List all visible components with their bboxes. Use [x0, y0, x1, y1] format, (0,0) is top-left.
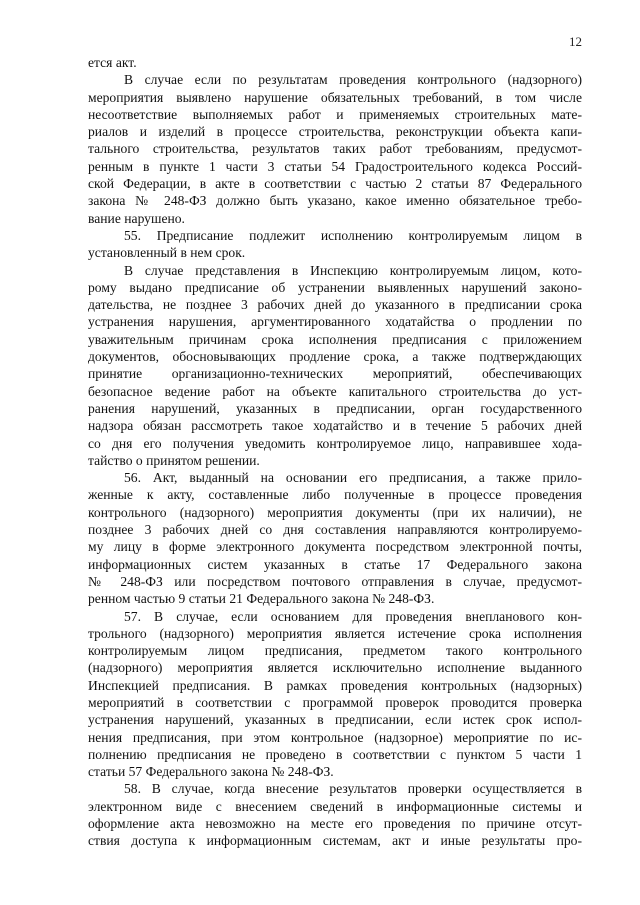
text-line: позднее 3 рабочих дней со дня составления направляются контролируемо-: [88, 522, 582, 538]
text-line: Инспекцией предписания. В рамках проведения контрольных (надзорных): [88, 677, 582, 693]
text-line: тайство о принятом решении.: [88, 452, 260, 468]
text-line: ранения нарушений, указанных в предписании, орган государственного: [88, 400, 582, 416]
text-line: му лицу в форме электронного документа посредством электронной почты,: [88, 539, 582, 555]
text-line: тального строительства, результатов таких работ требованиям, предусмот-: [88, 141, 582, 157]
text-line: полнению предписания не проведено в соответствии с пунктом 5 части 1: [88, 746, 582, 762]
text-line: трольного (надзорного) мероприятия является истечение срока исполнения: [88, 625, 582, 641]
text-line: со дня его получения уведомить контролируемое лицо, направившее хода-: [88, 435, 582, 451]
text-line: оформление акта невозможно на месте его проведения по причине отсут-: [88, 816, 582, 832]
text-line: информационных систем указанных в статье 17 Федерального закона: [88, 556, 582, 572]
text-line: электронном виде с внесением сведений в информационные системы и: [88, 798, 582, 814]
text-line: уважительным причинам срока исполнения предписания с приложением: [88, 331, 582, 347]
text-line: контрольного (надзорного) мероприятия документы (при их наличии), не: [88, 504, 582, 520]
text-line: 57. В случае, если основанием для проведения внепланового кон-: [124, 608, 582, 624]
text-line: устранения нарушения, аргументированного ходатайства о продлении по: [88, 314, 582, 330]
text-line: ренным в пункте 1 части 3 статьи 54 Градостроительного кодекса Россий-: [88, 158, 582, 174]
text-line: дательства, не позднее 3 рабочих дней до указанного в предписании срока: [88, 297, 582, 313]
text-line: закона № 248-ФЗ должно быть указано, какое именно обязательное требо-: [88, 193, 582, 209]
text-line: ской Федерации, в акте в соответствии с частью 2 статьи 87 Федерального: [88, 176, 582, 192]
text-line: принятие организационно-технических мероприятий, обеспечивающих: [88, 366, 582, 382]
text-line: 55. Предписание подлежит исполнению контролируемым лицом в: [124, 227, 582, 243]
text-line: нения предписания, при этом контрольное (надзорное) мероприятие по ис-: [88, 729, 582, 745]
text-line: 56. Акт, выданный на основании его предписания, а также прило-: [124, 470, 582, 486]
text-line: ренном частью 9 статьи 21 Федерального закона № 248-ФЗ.: [88, 591, 435, 607]
text-line: В случае если по результатам проведения контрольного (надзорного): [124, 72, 582, 88]
page-number: 12: [569, 34, 582, 49]
text-line: несоответствие выполняемых работ и применяемых строительных мате-: [88, 106, 582, 122]
text-line: рому выдано предписание об устранении выявленных нарушений законо-: [88, 279, 582, 295]
text-line: ется акт.: [88, 55, 137, 70]
text-line: вание нарушено.: [88, 210, 185, 226]
body-text: [88, 54, 582, 850]
text-line: мероприятий в соответствии с программой проверок проводится проверка: [88, 694, 582, 710]
text-line: устранения нарушений, указанных в предписании, если истек срок испол-: [88, 712, 582, 728]
text-line: (надзорного) мероприятия является исключительно исполнение выданного: [88, 660, 582, 676]
text-line: мероприятия выявлено нарушение обязательных требований, в том числе: [88, 89, 582, 105]
text-line: ствия доступа к информационным системам, акт и иные результаты про-: [88, 833, 582, 849]
text-line: безопасное ведение работ на объекте капитального строительства до уст-: [88, 383, 582, 399]
text-line: статьи 57 Федерального закона № 248-ФЗ.: [88, 764, 334, 780]
text-line: В случае представления в Инспекцию контролируемым лицом, кото-: [124, 262, 582, 278]
text-line: женные к акту, составленные либо полученные в процессе проведения: [88, 487, 582, 503]
text-line: установленный в нем срок.: [88, 245, 246, 261]
text-line: № 248-ФЗ или посредством почтового отправления в случае, предусмот-: [88, 573, 582, 589]
text-line: риалов и изделий в процессе строительства, реконструкции объекта капи-: [88, 124, 582, 140]
text-line: контролируемым лицом предписания, предметом такого контрольного: [88, 643, 582, 659]
text-line: надзора обязан рассмотреть такое ходатайство и в течение 5 рабочих дней: [88, 418, 582, 434]
text-line: документов, обосновывающих продление срока, а также подтверждающих: [88, 349, 582, 365]
text-line: 58. В случае, когда внесение результатов проверки осуществляется в: [124, 781, 582, 797]
